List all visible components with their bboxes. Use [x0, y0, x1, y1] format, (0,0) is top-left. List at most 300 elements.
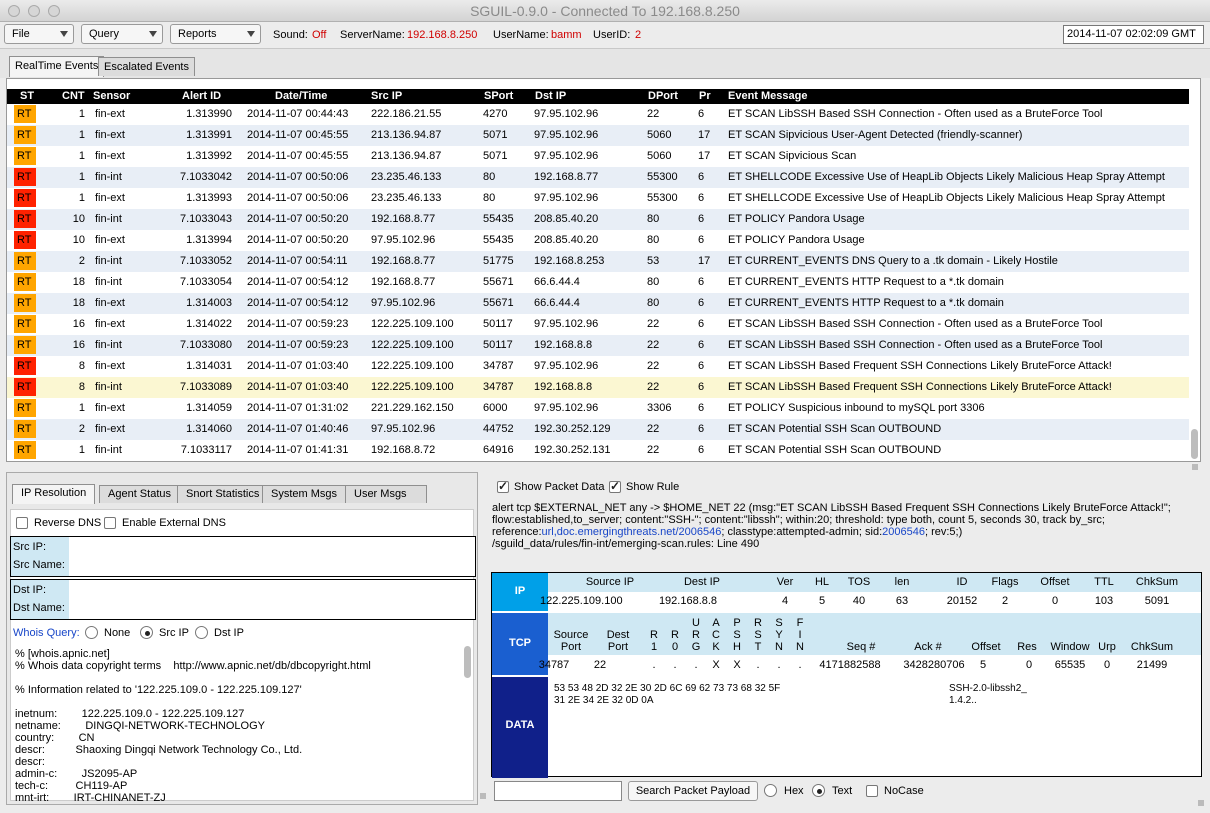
cell-pr: 6	[698, 444, 705, 456]
tcp-field-header: Offset	[971, 641, 1001, 653]
whois-dstip-radio[interactable]	[195, 626, 208, 639]
payload-hex-line: 53 53 48 2D 32 2E 30 2D 6C 69 62 73 73 68 32 5F	[554, 683, 781, 694]
search-text-label: Text	[832, 785, 853, 797]
cell-alert-id: 1.313994	[186, 234, 232, 246]
table-row[interactable]	[7, 146, 1189, 167]
tcp-field-header: P S H	[733, 617, 741, 653]
col-sport[interactable]: SPort	[484, 90, 514, 102]
cell-sensor: fin-ext	[95, 360, 125, 372]
query-menu-label: Query	[89, 28, 119, 40]
cell-pr: 6	[698, 423, 705, 435]
table-row[interactable]	[7, 188, 1189, 209]
ip-field-header: HL	[814, 576, 830, 588]
table-row[interactable]	[7, 356, 1189, 377]
cell-dport: 80	[647, 234, 660, 246]
cell-alert-id: 1.313992	[186, 150, 232, 162]
tcp-header-label: TCP	[492, 613, 548, 675]
reports-menu[interactable]	[170, 24, 261, 44]
cell-dst-ip: 192.30.252.131	[534, 444, 611, 456]
status-badge[interactable]: RT	[14, 420, 36, 438]
cell-cnt: 8	[78, 381, 85, 393]
status-badge[interactable]: RT	[14, 273, 36, 291]
cell-sport: 34787	[483, 360, 514, 372]
cell-alert-id: 1.313993	[186, 192, 232, 204]
payload-hex	[554, 683, 780, 707]
file-menu-label: File	[12, 28, 30, 40]
tcp-field-header: Seq #	[846, 641, 876, 653]
whois-output	[15, 648, 465, 804]
cell-cnt: 10	[72, 234, 85, 246]
ip-resolution-content	[10, 509, 474, 804]
cell-src-ip: 192.168.8.72	[371, 444, 436, 456]
table-row[interactable]	[7, 272, 1189, 293]
event-table-scrollbar[interactable]	[1191, 429, 1198, 459]
cell-src-ip: 192.168.8.77	[371, 276, 436, 288]
cell-datetime: 2014-11-07 01:40:46	[247, 423, 349, 435]
ip-field-header: ID	[956, 576, 968, 588]
status-badge[interactable]: RT	[14, 399, 36, 417]
whois-dstip-label: Dst IP	[214, 627, 244, 639]
tcp-field-value: X	[712, 659, 720, 671]
status-badge[interactable]: RT	[14, 294, 36, 312]
table-row[interactable]	[7, 167, 1189, 188]
tcp-field-header: ChkSum	[1130, 641, 1174, 653]
reverse-dns-label: Reverse DNS	[34, 517, 102, 529]
cell-datetime: 2014-11-07 00:59:23	[247, 318, 349, 330]
ip-field-header: Flags	[991, 576, 1019, 588]
rule-line: /sguild_data/rules/fin-int/emerging-scan.rules: Line 490	[492, 538, 760, 550]
cell-event-message: ET SCAN LibSSH Based SSH Connection - Often used as a BruteForce Tool	[728, 108, 1103, 120]
cell-sensor: fin-int	[95, 339, 122, 351]
cell-pr: 6	[698, 339, 705, 351]
cell-cnt: 2	[78, 423, 85, 435]
col-pr[interactable]: Pr	[699, 90, 711, 102]
status-badge[interactable]: RT	[14, 210, 36, 228]
tcp-field-header: Urp	[1098, 641, 1116, 653]
cell-pr: 6	[698, 234, 705, 246]
event-table-header	[7, 89, 1189, 104]
cell-event-message: ET SHELLCODE Excessive Use of HeapLib Objects Likely Malicious Heap Spray Attempt	[728, 192, 1165, 204]
cell-datetime: 2014-11-07 00:50:06	[247, 192, 349, 204]
cell-alert-id: 7.1033117	[180, 444, 232, 456]
cell-sport: 64916	[483, 444, 514, 456]
packet-panel	[486, 472, 1204, 807]
cell-dport: 22	[647, 360, 660, 372]
cell-event-message: ET POLICY Pandora Usage	[728, 234, 865, 246]
cell-cnt: 1	[78, 192, 85, 204]
nocase-checkbox[interactable]	[866, 785, 878, 797]
chevron-down-icon	[247, 31, 255, 37]
cell-src-ip: 97.95.102.96	[371, 297, 436, 309]
reports-menu-label: Reports	[178, 28, 217, 40]
cell-src-ip: 213.136.94.87	[371, 150, 442, 162]
cell-event-message: ET SCAN Sipvicious User-Agent Detected (friendly-scanner)	[728, 129, 1023, 141]
event-tabs	[0, 48, 1210, 78]
cell-src-ip: 122.225.109.100	[371, 360, 454, 372]
cell-datetime: 2014-11-07 01:03:40	[247, 381, 349, 393]
query-menu[interactable]	[81, 24, 163, 44]
table-row[interactable]	[7, 251, 1189, 272]
tcp-field-value: 3428280706	[903, 659, 965, 671]
whois-line: % Whois data copyright terms http://www.apnic.net/db/dbcopyright.html	[15, 660, 371, 672]
status-badge[interactable]: RT	[14, 357, 36, 375]
src-name-label: Src Name:	[13, 559, 65, 571]
ip-header-label: IP	[492, 573, 548, 611]
cell-sport: 80	[483, 171, 496, 183]
tab-agent-status[interactable]: Agent Status	[99, 485, 180, 503]
file-menu[interactable]	[4, 24, 74, 44]
resize-handle-right[interactable]	[1198, 800, 1204, 806]
whois-line: country: CN	[15, 732, 95, 744]
dst-labels	[11, 580, 69, 619]
cell-event-message: ET CURRENT_EVENTS HTTP Request to a *.tk domain	[728, 276, 1004, 288]
cell-event-message: ET SCAN LibSSH Based SSH Connection - Often used as a BruteForce Tool	[728, 339, 1103, 351]
whois-line: descr: Shaoxing Dingqi Network Technology Co., Ltd.	[15, 744, 303, 756]
table-row[interactable]	[7, 209, 1189, 230]
cell-cnt: 18	[72, 297, 85, 309]
cell-src-ip: 122.225.109.100	[371, 318, 454, 330]
cell-datetime: 2014-11-07 00:45:55	[247, 150, 349, 162]
cell-datetime: 2014-11-07 00:54:12	[247, 297, 349, 309]
col-src-ip[interactable]: Src IP	[371, 90, 403, 102]
table-row[interactable]	[7, 314, 1189, 335]
status-badge[interactable]: RT	[14, 231, 36, 249]
col-st[interactable]: ST	[20, 90, 35, 102]
whois-srcip-radio[interactable]	[140, 626, 153, 639]
ip-field-value: 4	[781, 595, 789, 607]
table-row[interactable]	[7, 398, 1189, 419]
tcp-field-value: 4171882588	[819, 659, 881, 671]
cell-dst-ip: 97.95.102.96	[534, 108, 599, 120]
clock-display: 2014-11-07 02:02:09 GMT	[1063, 25, 1204, 44]
src-info-box	[10, 536, 476, 577]
sound-value: Off	[312, 29, 327, 41]
cell-sensor: fin-int	[95, 444, 122, 456]
cell-dport: 80	[647, 213, 660, 225]
tcp-field-value: .	[777, 659, 781, 671]
whois-none-label: None	[104, 627, 131, 639]
cell-sport: 6000	[483, 402, 508, 414]
cell-sensor: fin-int	[95, 276, 122, 288]
col-datetime[interactable]: Date/Time	[275, 90, 328, 102]
table-row[interactable]	[7, 104, 1189, 125]
cell-alert-id: 7.1033052	[180, 255, 232, 267]
cell-sensor: fin-ext	[95, 234, 125, 246]
search-packet-payload-button[interactable]: Search Packet Payload	[628, 781, 758, 801]
show-packet-data-checkbox[interactable]	[497, 481, 509, 493]
ip-field-value: 192.168.8.8	[658, 595, 718, 607]
tcp-field-header: A C K	[712, 617, 720, 653]
sound-label: Sound:	[273, 29, 308, 41]
cell-alert-id: 1.314003	[186, 297, 232, 309]
tcp-field-header: Res	[1017, 641, 1037, 653]
cell-sport: 51775	[483, 255, 514, 267]
cell-pr: 6	[698, 108, 705, 120]
cell-alert-id: 7.1033042	[180, 171, 232, 183]
ip-field-header: Source IP	[585, 576, 635, 588]
cell-sport: 55671	[483, 297, 514, 309]
tcp-field-value: 34787	[538, 659, 570, 671]
ip-field-header: TOS	[847, 576, 871, 588]
tcp-field-value: X	[733, 659, 741, 671]
col-sensor[interactable]: Sensor	[93, 90, 131, 102]
cell-sensor: fin-ext	[95, 423, 125, 435]
ip-field-header: ChkSum	[1135, 576, 1179, 588]
tcp-field-header: S Y N	[775, 617, 783, 653]
server-name-value: 192.168.8.250	[407, 29, 478, 41]
table-row[interactable]	[7, 293, 1189, 314]
info-panel	[6, 472, 478, 805]
cell-sensor: fin-int	[95, 255, 122, 267]
payload-ascii	[949, 683, 1027, 707]
table-row[interactable]	[7, 377, 1189, 398]
whois-line: tech-c: CH119-AP	[15, 780, 128, 792]
whois-line	[15, 672, 465, 684]
col-dport[interactable]: DPort	[648, 90, 678, 102]
cell-sport: 80	[483, 192, 496, 204]
cell-sensor: fin-ext	[95, 297, 125, 309]
username-label: UserName:	[493, 29, 549, 41]
status-badge[interactable]: RT	[14, 147, 36, 165]
nocase-label: NoCase	[884, 785, 924, 797]
tab-user-msgs[interactable]: User Msgs	[345, 485, 427, 503]
cell-dst-ip: 97.95.102.96	[534, 402, 599, 414]
cell-pr: 6	[698, 402, 705, 414]
rule-sid-link[interactable]: 2006546	[882, 526, 925, 538]
cell-sport: 55435	[483, 213, 514, 225]
tcp-field-value: 5	[979, 659, 987, 671]
cell-alert-id: 1.313991	[186, 129, 232, 141]
cell-event-message: ET SHELLCODE Excessive Use of HeapLib Objects Likely Malicious Heap Spray Attempt	[728, 171, 1165, 183]
cell-dport: 53	[647, 255, 660, 267]
dst-info-box	[10, 579, 476, 620]
whois-none-radio[interactable]	[85, 626, 98, 639]
cell-dst-ip: 97.95.102.96	[534, 129, 599, 141]
tab-escalated-events[interactable]: Escalated Events	[98, 57, 195, 76]
event-table	[6, 78, 1201, 462]
cell-cnt: 1	[78, 171, 85, 183]
cell-cnt: 2	[78, 255, 85, 267]
tab-ip-resolution[interactable]: IP Resolution	[12, 484, 95, 504]
status-badge[interactable]: RT	[14, 252, 36, 270]
cell-event-message: ET SCAN LibSSH Based Frequent SSH Connections Likely BruteForce Attack!	[728, 381, 1112, 393]
tcp-field-value: 65535	[1054, 659, 1086, 671]
ip-field-header: Ver	[776, 576, 794, 588]
tcp-field-header: R 0	[671, 629, 679, 653]
col-event-message[interactable]: Event Message	[728, 90, 808, 102]
tcp-field-value: .	[798, 659, 802, 671]
whois-line: % [whois.apnic.net]	[15, 648, 110, 660]
cell-event-message: ET CURRENT_EVENTS DNS Query to a .tk domain - Likely Hostile	[728, 255, 1058, 267]
cell-alert-id: 7.1033080	[180, 339, 232, 351]
rule-ref-mid: ; classtype:attempted-admin; sid:	[721, 526, 883, 538]
chevron-down-icon	[60, 31, 68, 37]
cell-pr: 17	[698, 150, 711, 162]
toolbar	[0, 22, 1210, 48]
rule-line: alert tcp $EXTERNAL_NET any -> $HOME_NET 22 (msg:"ET SCAN LibSSH Based Frequent SSH Connections Likely BruteForce Attack!";	[492, 502, 1171, 514]
search-text-radio[interactable]	[812, 784, 825, 797]
cell-dport: 80	[647, 297, 660, 309]
cell-datetime: 2014-11-07 00:50:20	[247, 234, 349, 246]
cell-pr: 17	[698, 255, 711, 267]
cell-pr: 17	[698, 129, 711, 141]
cell-dport: 22	[647, 318, 660, 330]
cell-datetime: 2014-11-07 00:50:20	[247, 213, 349, 225]
cell-sport: 50117	[483, 318, 513, 330]
cell-sport: 50117	[483, 339, 513, 351]
cell-sensor: fin-ext	[95, 318, 125, 330]
cell-dport: 22	[647, 423, 660, 435]
src-ip-label: Src IP:	[13, 541, 47, 553]
ip-field-value: 5	[818, 595, 826, 607]
whois-line: inetnum: 122.225.109.0 - 122.225.109.127	[15, 708, 245, 720]
cell-sensor: fin-ext	[95, 402, 125, 414]
cell-sport: 55435	[483, 234, 514, 246]
tcp-field-value: .	[652, 659, 656, 671]
ip-field-value: 63	[895, 595, 909, 607]
status-badge[interactable]: RT	[14, 168, 36, 186]
cell-dport: 22	[647, 444, 660, 456]
cell-src-ip: 23.235.46.133	[371, 171, 442, 183]
whois-line: % Information related to '122.225.109.0 - 122.225.109.127'	[15, 684, 302, 696]
cell-event-message: ET SCAN LibSSH Based SSH Connection - Often used as a BruteForce Tool	[728, 318, 1103, 330]
cell-dst-ip: 97.95.102.96	[534, 360, 599, 372]
status-badge[interactable]: RT	[14, 336, 36, 354]
cell-alert-id: 7.1033043	[180, 213, 232, 225]
cell-sport: 44752	[483, 423, 514, 435]
cell-pr: 6	[698, 297, 705, 309]
cell-dst-ip: 66.6.44.4	[534, 276, 580, 288]
rule-ref-prefix: reference:	[492, 526, 542, 538]
username-value: bamm	[551, 29, 582, 41]
cell-src-ip: 192.168.8.77	[371, 255, 436, 267]
cell-sport: 5071	[483, 129, 508, 141]
ip-field-header: TTL	[1094, 576, 1114, 588]
cell-cnt: 16	[72, 339, 85, 351]
external-dns-checkbox[interactable]	[104, 517, 116, 529]
whois-scrollbar[interactable]	[464, 646, 471, 678]
cell-dst-ip: 97.95.102.96	[534, 318, 599, 330]
status-badge[interactable]: RT	[14, 315, 36, 333]
whois-line: descr:	[15, 756, 45, 768]
ip-field-header: Offset	[1040, 576, 1070, 588]
cell-datetime: 2014-11-07 00:45:55	[247, 129, 349, 141]
col-alert-id[interactable]: Alert ID	[182, 90, 222, 102]
rule-text	[492, 502, 1202, 550]
cell-src-ip: 23.235.46.133	[371, 192, 442, 204]
whois-line	[15, 696, 465, 708]
cell-alert-id: 7.1033054	[180, 276, 232, 288]
cell-src-ip: 192.168.8.77	[371, 213, 436, 225]
cell-sport: 5071	[483, 150, 508, 162]
ip-field-value: 103	[1094, 595, 1114, 607]
cell-event-message: ET SCAN LibSSH Based Frequent SSH Connections Likely BruteForce Attack!	[728, 360, 1112, 372]
table-row[interactable]	[7, 440, 1189, 461]
cell-cnt: 1	[78, 129, 85, 141]
ip-field-value: 5091	[1144, 595, 1170, 607]
payload-search-input[interactable]	[494, 781, 622, 801]
cell-dst-ip: 208.85.40.20	[534, 234, 599, 246]
rule-line: flow:established,to_server; content:"SSH-"; content:"libssh"; within:20; threshold: type both, count 5, seconds 30, track by_src;	[492, 514, 1105, 526]
table-row[interactable]	[7, 419, 1189, 440]
cell-event-message: ET SCAN Potential SSH Scan OUTBOUND	[728, 423, 942, 435]
cell-pr: 6	[698, 360, 705, 372]
cell-datetime: 2014-11-07 00:44:43	[247, 108, 349, 120]
status-badge[interactable]: RT	[14, 441, 36, 459]
cell-pr: 6	[698, 381, 705, 393]
cell-event-message: ET POLICY Suspicious inbound to mySQL port 3306	[728, 402, 985, 414]
cell-event-message: ET SCAN Potential SSH Scan OUTBOUND	[728, 444, 942, 456]
cell-src-ip: 122.225.109.100	[371, 381, 454, 393]
userid-label: UserID:	[593, 29, 631, 41]
tcp-field-value: .	[756, 659, 760, 671]
search-hex-radio[interactable]	[764, 784, 777, 797]
cell-pr: 6	[698, 213, 705, 225]
show-rule-checkbox[interactable]	[609, 481, 621, 493]
tcp-field-header: Source Port	[553, 629, 589, 653]
status-badge[interactable]: RT	[14, 378, 36, 396]
cell-dst-ip: 97.95.102.96	[534, 150, 599, 162]
ip-field-header: Dest IP	[683, 576, 721, 588]
cell-cnt: 8	[78, 360, 85, 372]
cell-dst-ip: 192.168.8.8	[534, 339, 593, 351]
tcp-field-header: R S T	[754, 617, 762, 653]
status-badge[interactable]: RT	[14, 189, 36, 207]
status-badge[interactable]: RT	[14, 126, 36, 144]
tcp-field-header: Window	[1050, 641, 1090, 653]
cell-dport: 5060	[647, 129, 672, 141]
col-cnt[interactable]: CNT	[62, 90, 85, 102]
resize-handle[interactable]	[1192, 464, 1198, 470]
cell-datetime: 2014-11-07 01:31:02	[247, 402, 349, 414]
tab-snort-statistics[interactable]: Snort Statistics	[177, 485, 268, 503]
cell-dport: 3306	[647, 402, 672, 414]
cell-datetime: 2014-11-07 01:03:40	[247, 360, 349, 372]
tcp-field-value: 21499	[1136, 659, 1168, 671]
table-row[interactable]	[7, 230, 1189, 251]
reverse-dns-checkbox[interactable]	[16, 517, 28, 529]
cell-sport: 4270	[483, 108, 508, 120]
whois-srcip-label: Src IP	[159, 627, 189, 639]
cell-alert-id: 1.314060	[186, 423, 232, 435]
table-row[interactable]	[7, 125, 1189, 146]
tcp-field-value: 22	[593, 659, 607, 671]
col-dst-ip[interactable]: Dst IP	[535, 90, 567, 102]
cell-dport: 22	[647, 339, 660, 351]
tcp-field-header: R 1	[650, 629, 658, 653]
tab-system-msgs[interactable]: System Msgs	[262, 485, 346, 503]
window-title: SGUIL-0.9.0 - Connected To 192.168.8.250	[470, 3, 740, 19]
cell-cnt: 1	[78, 150, 85, 162]
src-labels	[11, 537, 69, 576]
ip-field-header: len	[894, 576, 910, 588]
cell-dport: 22	[647, 381, 660, 393]
tab-realtime-events[interactable]: RealTime Events	[9, 56, 104, 77]
rule-reference-link[interactable]: url,doc.emergingthreats.net/2006546	[541, 526, 722, 538]
status-badge[interactable]: RT	[14, 105, 36, 123]
cell-dst-ip: 192.168.8.253	[534, 255, 605, 267]
chevron-down-icon	[149, 31, 157, 37]
cell-src-ip: 97.95.102.96	[371, 234, 436, 246]
ip-field-value: 122.225.109.100	[540, 595, 623, 607]
cell-src-ip: 213.136.94.87	[371, 129, 442, 141]
table-row[interactable]	[7, 335, 1189, 356]
cell-alert-id: 1.313990	[186, 108, 232, 120]
cell-datetime: 2014-11-07 01:41:31	[247, 444, 349, 456]
tcp-field-value: .	[694, 659, 698, 671]
cell-dst-ip: 66.6.44.4	[534, 297, 580, 309]
tcp-field-header: U R G	[691, 617, 701, 653]
